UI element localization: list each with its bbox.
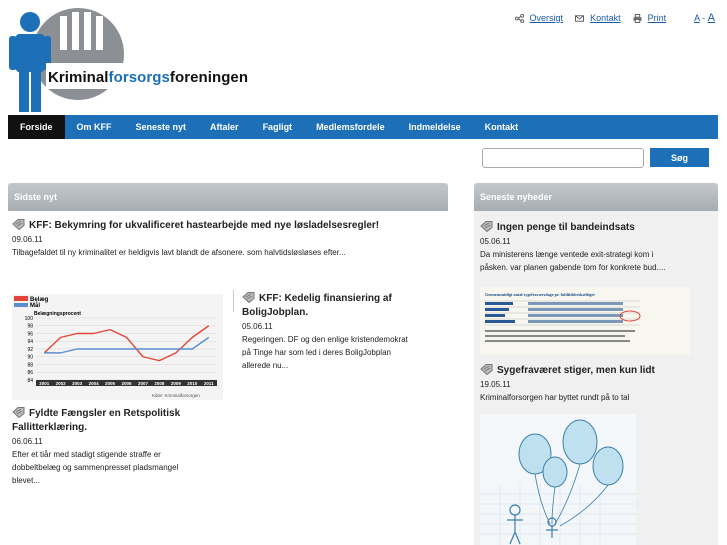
news-date: 05.06.11 bbox=[480, 237, 511, 246]
y-tick-label: 96 bbox=[27, 331, 33, 338]
nav-item-om-kff[interactable]: Om KFF bbox=[76, 122, 112, 132]
x-tick-label: 2005 bbox=[105, 381, 116, 386]
y-tick-label: 100 bbox=[24, 315, 33, 322]
nav-item-indmeldelse[interactable]: Indmeldelse bbox=[408, 122, 461, 132]
divider bbox=[233, 290, 234, 312]
contact-link[interactable]: Kontakt bbox=[590, 13, 621, 23]
news-item bbox=[242, 292, 442, 372]
utility-links bbox=[515, 12, 715, 24]
x-tick-label: 2010 bbox=[187, 381, 198, 386]
news-item bbox=[12, 219, 442, 259]
x-tick-label: 2004 bbox=[88, 381, 99, 386]
legend-swatch-maal bbox=[14, 303, 28, 307]
sitemap-link[interactable]: Oversigt bbox=[529, 13, 564, 23]
search-button[interactable]: Søg bbox=[650, 148, 709, 167]
nav-item-medlemsfordele[interactable]: Medlemsfordele bbox=[316, 122, 385, 132]
svg-text:Kriminalforsorgsforeningen: Kriminalforsorgsforeningen bbox=[48, 69, 248, 86]
table-caption: Gennemsnitligt antal sygefraværsdage pr. fuldtidsbeskæftiget bbox=[485, 292, 595, 297]
x-tick-label: 2001 bbox=[39, 381, 50, 386]
y-tick-label: 90 bbox=[27, 354, 33, 361]
news-date: 06.06.11 bbox=[12, 437, 43, 446]
y-tick-label: 94 bbox=[27, 339, 33, 346]
nav-item-aftaler[interactable]: Aftaler bbox=[210, 122, 239, 132]
x-tick-label: 2007 bbox=[137, 381, 148, 386]
nav-item-fagligt[interactable]: Fagligt bbox=[262, 122, 293, 132]
news-teaser: Da ministerens længe ventede exit-strategi kom i påsken. var planen gabende tom for konkrete bud.... bbox=[480, 250, 666, 272]
sick-leave-table-image[interactable] bbox=[480, 287, 690, 355]
chart-subtitle: Belægningsprocent bbox=[34, 311, 81, 317]
nav-item-kontakt[interactable]: Kontakt bbox=[484, 122, 519, 132]
latest-news-heading: Sidste nyt bbox=[8, 183, 448, 211]
nav-item-forside[interactable]: Forside bbox=[8, 115, 65, 139]
search-input[interactable] bbox=[482, 148, 644, 168]
print-link[interactable]: Print bbox=[647, 13, 667, 23]
chart-source: Kilde: Kriminalforsorgen bbox=[152, 393, 200, 398]
news-title-link[interactable]: Sygefraværet stiger, men kun lidt bbox=[480, 364, 716, 378]
main-nav bbox=[8, 115, 718, 139]
font-small-link[interactable]: A bbox=[694, 13, 700, 23]
news-teaser: Kriminalforsorgen har byttet rundt på to tal bbox=[480, 393, 630, 402]
news-date: 09.06.11 bbox=[12, 235, 43, 244]
x-tick-label: 2011 bbox=[203, 381, 214, 386]
news-teaser: Tilbagefaldet til ny kriminalitet er heldigvis lavt blandt de afsonere. som halvtidsløsløses efter... bbox=[12, 248, 346, 257]
news-title-link[interactable]: Fyldte Fængsler en Retspolitisk Fallitterklæring. bbox=[12, 408, 181, 433]
y-tick-label: 84 bbox=[27, 377, 33, 384]
x-tick-label: 2003 bbox=[72, 381, 83, 386]
tag-icon bbox=[480, 364, 493, 375]
sitemap-icon bbox=[515, 14, 524, 23]
y-tick-label: 88 bbox=[27, 362, 33, 369]
y-tick-label: 98 bbox=[27, 323, 33, 330]
tag-icon bbox=[12, 407, 25, 418]
news-title-link[interactable]: KFF: Bekymring for ukvalificeret hastearbejde med nye løsladelsesregler! bbox=[12, 219, 442, 233]
news-teaser: Regeringen. DF og den enlige kristendemokrat på Tinge har som led i deres BoligJobplan allerede nu... bbox=[242, 335, 408, 370]
legend-swatch-belaeg bbox=[14, 296, 28, 301]
tag-icon bbox=[480, 221, 493, 232]
x-tick-label: 2008 bbox=[154, 381, 165, 386]
printer-icon bbox=[633, 14, 642, 23]
nav-item-seneste-nyt[interactable]: Seneste nyt bbox=[135, 122, 187, 132]
news-teaser: Efter et tiår med stadigt stigende straffe er dobbeltbelæg og sammenpresset pladsmangel blevet... bbox=[12, 450, 179, 485]
balloon-illustration[interactable] bbox=[480, 414, 636, 545]
legend-maal: Mål bbox=[30, 303, 41, 309]
tag-icon bbox=[12, 219, 25, 230]
envelope-icon bbox=[575, 14, 584, 23]
news-date: 05.06.11 bbox=[242, 322, 273, 331]
news-item bbox=[480, 221, 716, 274]
x-tick-label: 2006 bbox=[121, 381, 132, 386]
news-title-link[interactable]: Ingen penge til bandeindsats bbox=[480, 221, 716, 235]
y-tick-label: 86 bbox=[27, 370, 33, 377]
y-tick-label: 92 bbox=[27, 346, 33, 353]
logo[interactable] bbox=[8, 8, 253, 113]
news-item bbox=[480, 364, 716, 404]
news-title-link[interactable]: KFF: Kedelig finansiering af BoligJobplan. bbox=[242, 293, 392, 318]
x-tick-label: 2009 bbox=[170, 381, 181, 386]
font-large-link[interactable]: A bbox=[707, 12, 715, 24]
news-date: 19.05.11 bbox=[480, 380, 511, 389]
recent-news-heading: Seneste nyheder bbox=[474, 183, 718, 211]
occupancy-chart bbox=[12, 294, 223, 400]
tag-icon bbox=[242, 292, 255, 303]
legend-belaeg: Belæg bbox=[30, 297, 49, 303]
x-tick-label: 2002 bbox=[55, 381, 66, 386]
news-item bbox=[12, 407, 232, 487]
font-size-controls: A - A bbox=[694, 12, 715, 24]
